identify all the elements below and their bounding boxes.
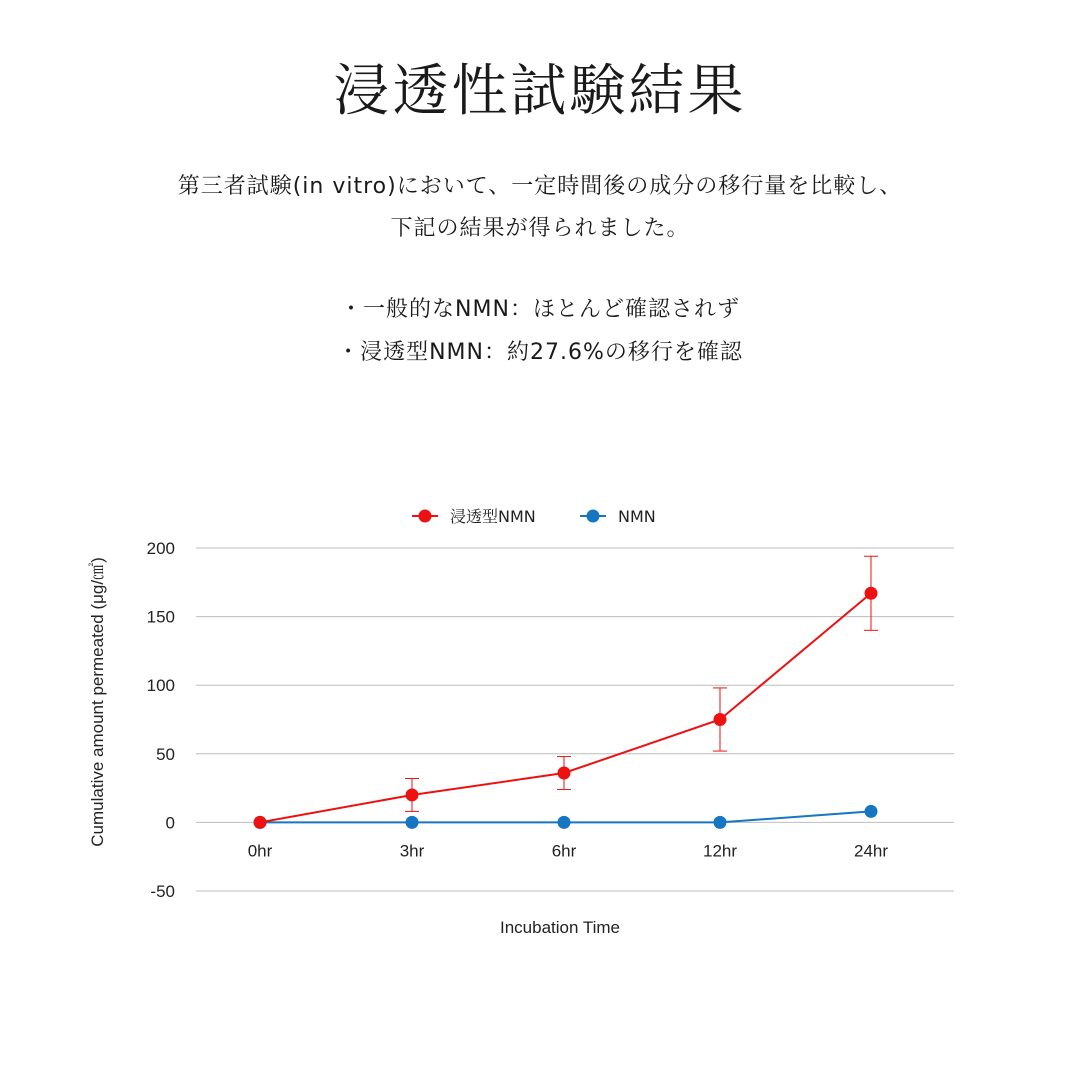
series-line xyxy=(260,593,871,822)
data-point xyxy=(254,816,267,829)
legend-swatch-marker xyxy=(587,510,600,523)
data-point xyxy=(406,788,419,801)
data-point xyxy=(558,767,571,780)
y-tick-label: 200 xyxy=(146,539,175,558)
data-point xyxy=(406,816,419,829)
legend-swatch-marker xyxy=(419,510,432,523)
x-tick-label: 3hr xyxy=(399,841,425,861)
y-tick-label: -50 xyxy=(150,882,175,901)
result-bullet-1: ・一般的なNMN：ほとんど確認されず xyxy=(340,297,740,322)
permeation-line-chart xyxy=(0,480,1080,960)
legend-label: 浸透型NMN xyxy=(450,507,536,526)
y-tick-label: 150 xyxy=(146,607,175,627)
data-point xyxy=(714,816,727,829)
y-tick-label: 0 xyxy=(165,813,175,833)
x-tick-label: 0hr xyxy=(247,841,273,861)
result-bullet-2: ・浸透型NMN：約27.6%の移行を確認 xyxy=(337,340,743,365)
data-point xyxy=(865,805,878,818)
x-tick-label: 6hr xyxy=(551,841,577,861)
legend-label: NMN xyxy=(618,507,656,526)
x-tick-label: 12hr xyxy=(702,841,738,861)
y-tick-label: 50 xyxy=(156,744,175,764)
description-line-2: 下記の結果が得られました。 xyxy=(390,216,690,241)
y-tick-label: 100 xyxy=(146,676,175,696)
x-tick-label: 24hr xyxy=(853,841,889,861)
y-axis-label: Cumulative amount permeated (μg/㎠) xyxy=(88,557,107,847)
data-point xyxy=(865,587,878,600)
data-point xyxy=(714,713,727,726)
page-title: 浸透性試験結果 xyxy=(333,59,747,124)
data-point xyxy=(558,816,571,829)
x-axis-label: Incubation Time xyxy=(499,918,621,937)
description-line-1: 第三者試験(in vitro)において、一定時間後の成分の移行量を比較し、 xyxy=(177,174,903,199)
